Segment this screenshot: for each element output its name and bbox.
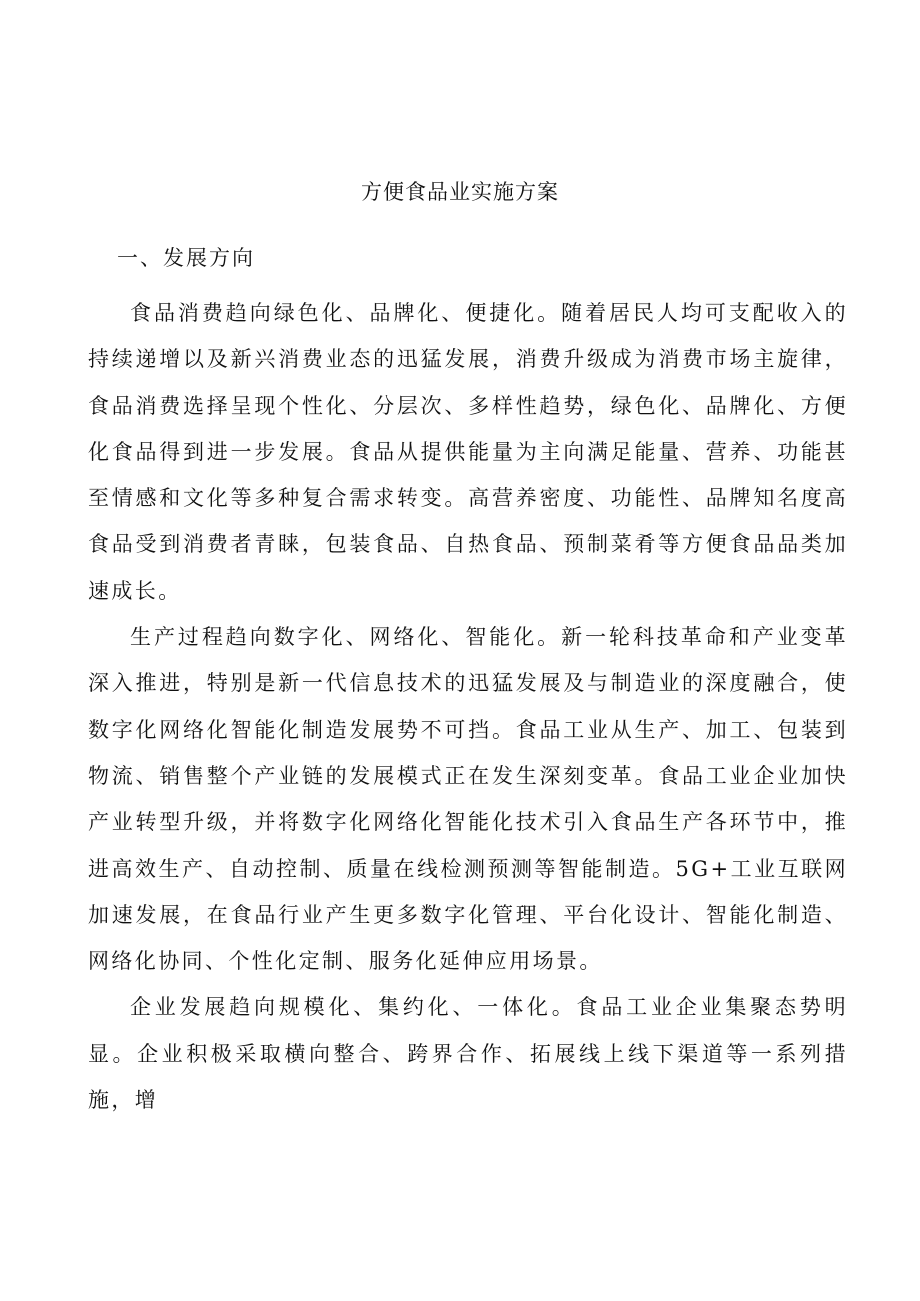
document-title: 方便食品业实施方案: [361, 180, 559, 204]
document-body: [88, 290, 848, 1123]
paragraph-enterprise-trend: 企业发展趋向规模化、集约化、一体化。食品工业企业集聚态势明显。企业积极采取横向整合、跨界合作、拓展线上线下渠道等一系列措施，增: [88, 995, 848, 1113]
section-heading: 一、发展方向: [117, 246, 255, 270]
paragraph-production-trend: 生产过程趋向数字化、网络化、智能化。新一轮科技革命和产业变革深入推进，特别是新一代信息技术的迅猛发展及与制造业的深度融合，使数字化网络化智能化制造发展势不可挡。食品工业从生产、加工、包装到物流、销售整个产业链的发展模式正在发生深刻变革。食品工业企业加快产业转型升级，并将数字化网络化智能化技术引入食品生产各环节中，推进高效生产、自动控制、质量在线检测预测等智能制造。5G+工业互联网加速发展，在食品行业产生更多数字化管理、平台化设计、智能化制造、网络化协同、个性化定制、服务化延伸应用场景。: [88, 625, 848, 974]
paragraph-consumption-trend: 食品消费趋向绿色化、品牌化、便捷化。随着居民人均可支配收入的持续递增以及新兴消费业态的迅猛发展，消费升级成为消费市场主旋律，食品消费选择呈现个性化、分层次、多样性趋势，绿色化、品牌化、方便化食品得到进一步发展。食品从提供能量为主向满足能量、营养、功能甚至情感和文化等多种复合需求转变。高营养密度、功能性、品牌知名度高食品受到消费者青睐，包装食品、自热食品、预制菜肴等方便食品品类加速成长。: [88, 301, 848, 603]
